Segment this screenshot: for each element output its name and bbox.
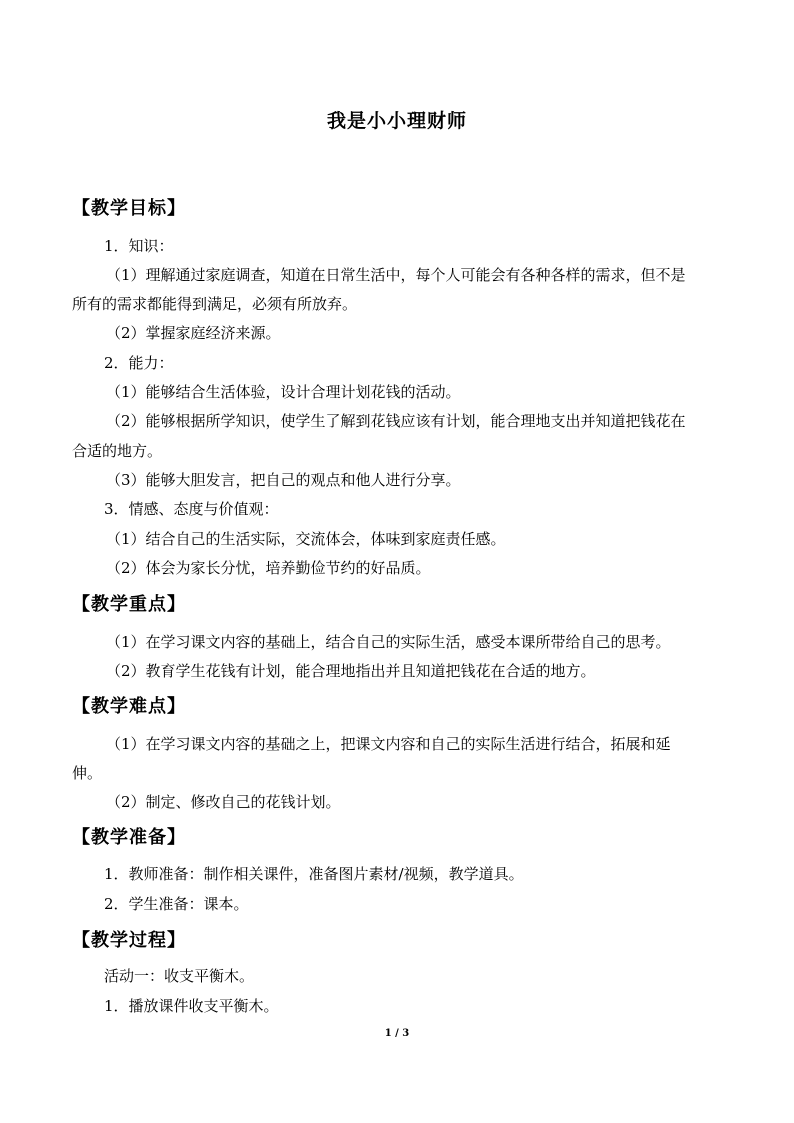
page-number: 1 / 3 <box>384 1028 410 1039</box>
objectives-line: 1．知识： <box>104 237 174 255</box>
process-line: 1．播放课件收支平衡木。 <box>104 997 279 1015</box>
preparation-line: 2．学生准备：课本。 <box>104 895 249 913</box>
objectives-line: 合适的地方。 <box>72 442 163 460</box>
difficulties-line: （2）制定、修改自己的花钱计划。 <box>106 793 341 811</box>
objectives-line: 3．情感、态度与价值观： <box>104 500 279 518</box>
objectives-line: （2）能够根据所学知识，使学生了解到花钱应该有计划，能合理地支出并知道把钱花在 <box>106 412 686 430</box>
objectives-line: 2．能力： <box>104 354 174 372</box>
objectives-line: （1）理解通过家庭调查，知道在日常生活中，每个人可能会有各种各样的需求，但不是 <box>106 266 686 284</box>
document-title: 我是小小理财师 <box>326 110 467 132</box>
heading-preparation: 【教学准备】 <box>72 827 186 848</box>
difficulties-line: （1）在学习课文内容的基础之上，把课文内容和自己的实际生活进行结合，拓展和延 <box>106 735 671 753</box>
difficulties-line: 伸。 <box>72 764 103 782</box>
heading-objectives: 【教学目标】 <box>72 198 186 219</box>
objectives-line: （1）能够结合生活体验，设计合理计划花钱的活动。 <box>106 383 461 401</box>
key-points-line: （1）在学习课文内容的基础上，结合自己的实际生活，感受本课所带给自己的思考。 <box>106 633 671 651</box>
process-line: 活动一：收支平衡木。 <box>104 967 255 985</box>
objectives-line: （2）掌握家庭经济来源。 <box>106 324 281 342</box>
key-points-line: （2）教育学生花钱有计划，能合理地指出并且知道把钱花在合适的地方。 <box>106 662 596 680</box>
heading-key-points: 【教学重点】 <box>72 594 186 615</box>
objectives-line: （2）体会为家长分忧，培养勤俭节约的好品质。 <box>106 559 431 577</box>
objectives-line: （3）能够大胆发言，把自己的观点和他人进行分享。 <box>106 471 461 489</box>
objectives-line: （1）结合自己的生活实际，交流体会，体味到家庭责任感。 <box>106 530 506 548</box>
heading-process: 【教学过程】 <box>72 930 186 951</box>
heading-difficulties: 【教学难点】 <box>72 696 186 717</box>
objectives-line: 所有的需求都能得到满足，必须有所放弃。 <box>72 295 358 313</box>
preparation-line: 1．教师准备：制作相关课件，准备图片素材/视频，教学道具。 <box>104 865 524 883</box>
